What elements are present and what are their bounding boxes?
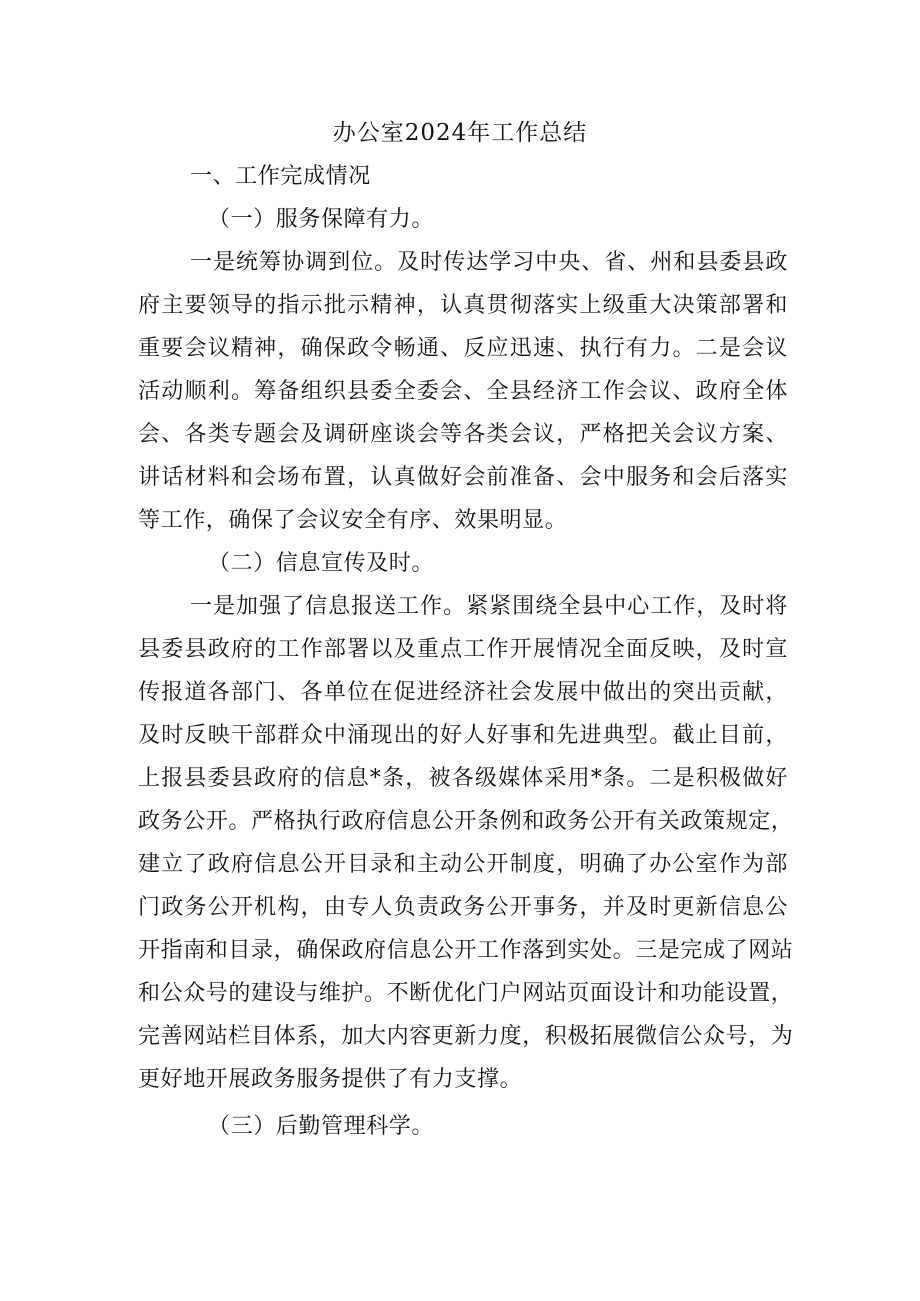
paragraph-line: 等工作，确保了会议安全有序、效果明显。 (138, 508, 568, 533)
paragraph-line: 会、各类专题会及调研座谈会等各类会议，严格把关会议方案、 (138, 422, 788, 447)
paragraph-line: 活动顺利。筹备组织县委全委会、全县经济工作会议、政府全体 (138, 379, 788, 404)
paragraph-line: 建立了政府信息公开目录和主动公开制度，明确了办公室作为部 (138, 852, 788, 877)
paragraph-line: 更好地开展政务服务提供了有力支撑。 (138, 1067, 523, 1092)
section-1-heading: （一）服务保障有力。 (208, 207, 435, 232)
paragraph-line: 重要会议精神，确保政令畅通、反应迅速、执行有力。二是会议 (138, 336, 788, 361)
paragraph-line: 完善网站栏目体系，加大内容更新力度，积极拓展微信公众号，为 (138, 1024, 794, 1049)
paragraph-line: 一是加强了信息报送工作。紧紧围绕全县中心工作，及时将 (190, 594, 788, 619)
paragraph-line: 门政务公开机构，由专人负责政务公开事务，并及时更新信息公 (138, 895, 788, 920)
paragraph-line: 传报道各部门、各单位在促进经济社会发展中做出的突出贡献， (138, 680, 788, 705)
paragraph-line: 及时反映干部群众中涌现出的好人好事和先进典型。截止目前， (138, 723, 788, 748)
section-3-heading: （三）后勤管理科学。 (208, 1114, 435, 1139)
section-2-heading: （二）信息宣传及时。 (208, 551, 435, 576)
document-title: 办公室2024年工作总结 (332, 120, 588, 146)
paragraph-line: 政务公开。严格执行政府信息公开条例和政务公开有关政策规定， (138, 809, 794, 834)
heading-level-1: 一、工作完成情况 (190, 164, 371, 189)
paragraph-line: 一是统筹协调到位。及时传达学习中央、省、州和县委县政 (190, 250, 788, 275)
paragraph-line: 开指南和目录，确保政府信息公开工作落到实处。三是完成了网站 (138, 938, 794, 963)
paragraph-line: 讲话材料和会场布置，认真做好会前准备、会中服务和会后落实 (138, 465, 788, 490)
paragraph-line: 县委县政府的工作部署以及重点工作开展情况全面反映，及时宣 (138, 637, 788, 662)
paragraph-line: 和公众号的建设与维护。不断优化门户网站页面设计和功能设置， (138, 981, 794, 1006)
paragraph-line: 上报县委县政府的信息*条，被各级媒体采用*条。二是积极做好 (138, 766, 788, 791)
paragraph-line: 府主要领导的指示批示精神，认真贯彻落实上级重大决策部署和 (138, 293, 788, 318)
